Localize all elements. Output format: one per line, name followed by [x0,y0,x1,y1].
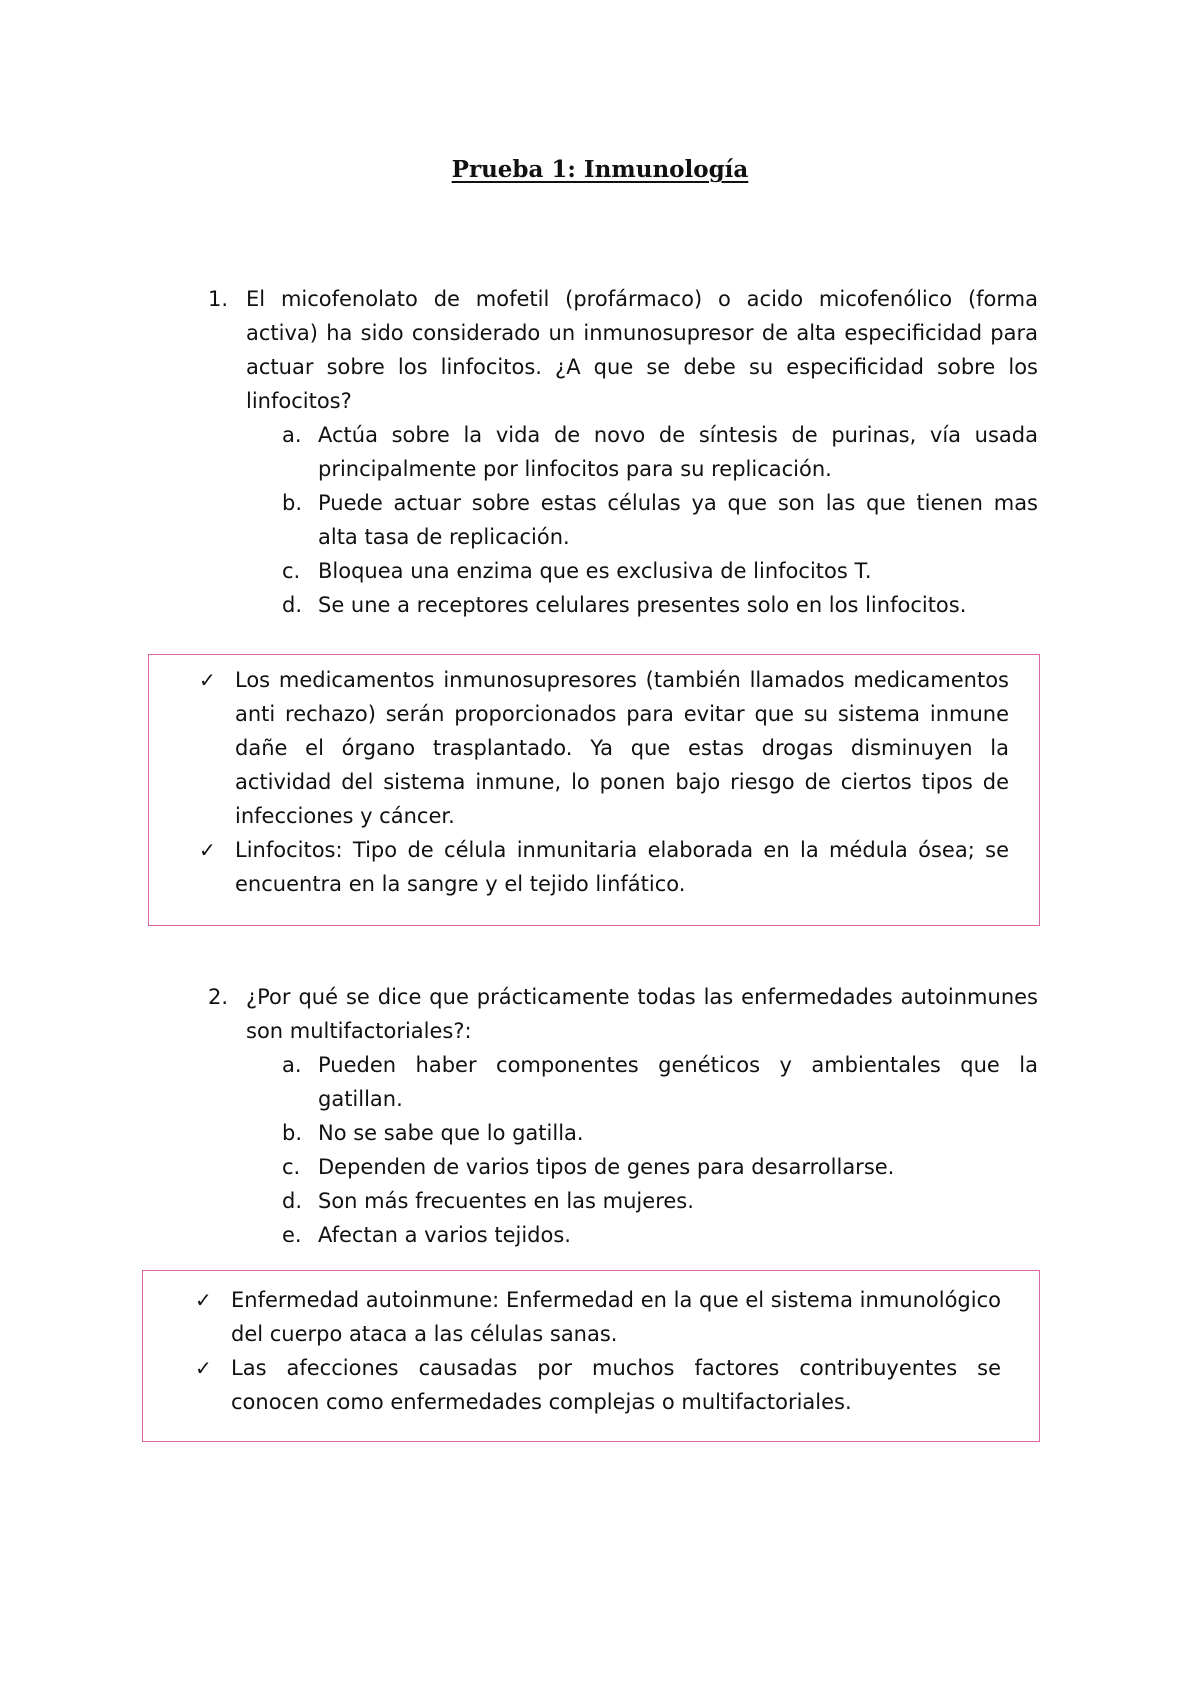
option-c [208,1150,1038,1184]
option-letter: d. [282,593,303,617]
check-icon: ✓ [199,668,216,692]
option-letter: a. [282,423,302,447]
option-e [208,1218,1038,1252]
option-text: Puede actuar sobre estas células ya que son las que tienen mas alta tasa de replicación. [318,491,1038,549]
question-number: 2. [208,985,229,1009]
note-item [195,1351,1001,1419]
note-text: Linfocitos: Tipo de célula inmunitaria elaborada en la médula ósea; se encuentra en la sangre y el tejido linfático. [235,838,1009,896]
option-list [208,1048,1038,1252]
option-text: Son más frecuentes en las mujeres. [318,1189,694,1213]
option-text: Se une a receptores celulares presentes solo en los linfocitos. [318,593,967,617]
question-2 [208,980,1038,1252]
check-icon: ✓ [199,838,216,862]
option-d [208,588,1038,622]
note-text: Los medicamentos inmunosupresores (también llamados medicamentos anti rechazo) serán proporcionados para evitar que su sistema inmune dañe el órgano trasplantado. Ya que estas drogas disminuyen la actividad del sistema inmune, lo ponen bajo riesgo de ciertos tipos de infecciones y cáncer. [235,668,1009,828]
question-2-stem [208,980,1038,1048]
question-number: 1. [208,287,229,311]
option-list [208,418,1038,622]
option-letter: b. [282,1121,303,1145]
note-text: Las afecciones causadas por muchos factores contribuyentes se conocen como enfermedades complejas o multifactoriales. [231,1356,1001,1414]
question-text: ¿Por qué se dice que prácticamente todas las enfermedades autoinmunes son multifactoriales?: [246,985,1038,1043]
check-icon: ✓ [195,1288,212,1312]
option-letter: d. [282,1189,303,1213]
option-text: Bloquea una enzima que es exclusiva de linfocitos T. [318,559,872,583]
note-box-2 [142,1270,1040,1442]
question-1-stem [208,282,1038,418]
question-1 [208,282,1038,622]
option-text: Afectan a varios tejidos. [318,1223,571,1247]
option-c [208,554,1038,588]
check-icon: ✓ [195,1356,212,1380]
option-text: Pueden haber componentes genéticos y ambientales que la gatillan. [318,1053,1038,1111]
option-b [208,486,1038,554]
note-item [195,1283,1001,1351]
note-item [199,663,1009,833]
option-d [208,1184,1038,1218]
note-box-1 [148,654,1040,926]
note-text: Enfermedad autoinmune: Enfermedad en la que el sistema inmunológico del cuerpo ataca a las células sanas. [231,1288,1001,1346]
option-letter: b. [282,491,303,515]
option-text: Actúa sobre la vida de novo de síntesis de purinas, vía usada principalmente por linfocitos para su replicación. [318,423,1038,481]
question-text: El micofenolato de mofetil (profármaco) o acido micofenólico (forma activa) ha sido considerado un inmunosupresor de alta especificidad para actuar sobre los linfocitos. ¿A que se debe su especificidad sobre los linfocitos? [246,287,1038,413]
option-text: Dependen de varios tipos de genes para desarrollarse. [318,1155,895,1179]
option-letter: e. [282,1223,302,1247]
note-item [199,833,1009,901]
option-a [208,418,1038,486]
option-b [208,1116,1038,1150]
note-list [195,1283,1001,1419]
option-letter: c. [282,1155,301,1179]
note-list [199,663,1009,901]
option-letter: c. [282,559,301,583]
option-text: No se sabe que lo gatilla. [318,1121,584,1145]
option-a [208,1048,1038,1116]
option-letter: a. [282,1053,302,1077]
page-title: Prueba 1: Inmunología [451,156,749,183]
